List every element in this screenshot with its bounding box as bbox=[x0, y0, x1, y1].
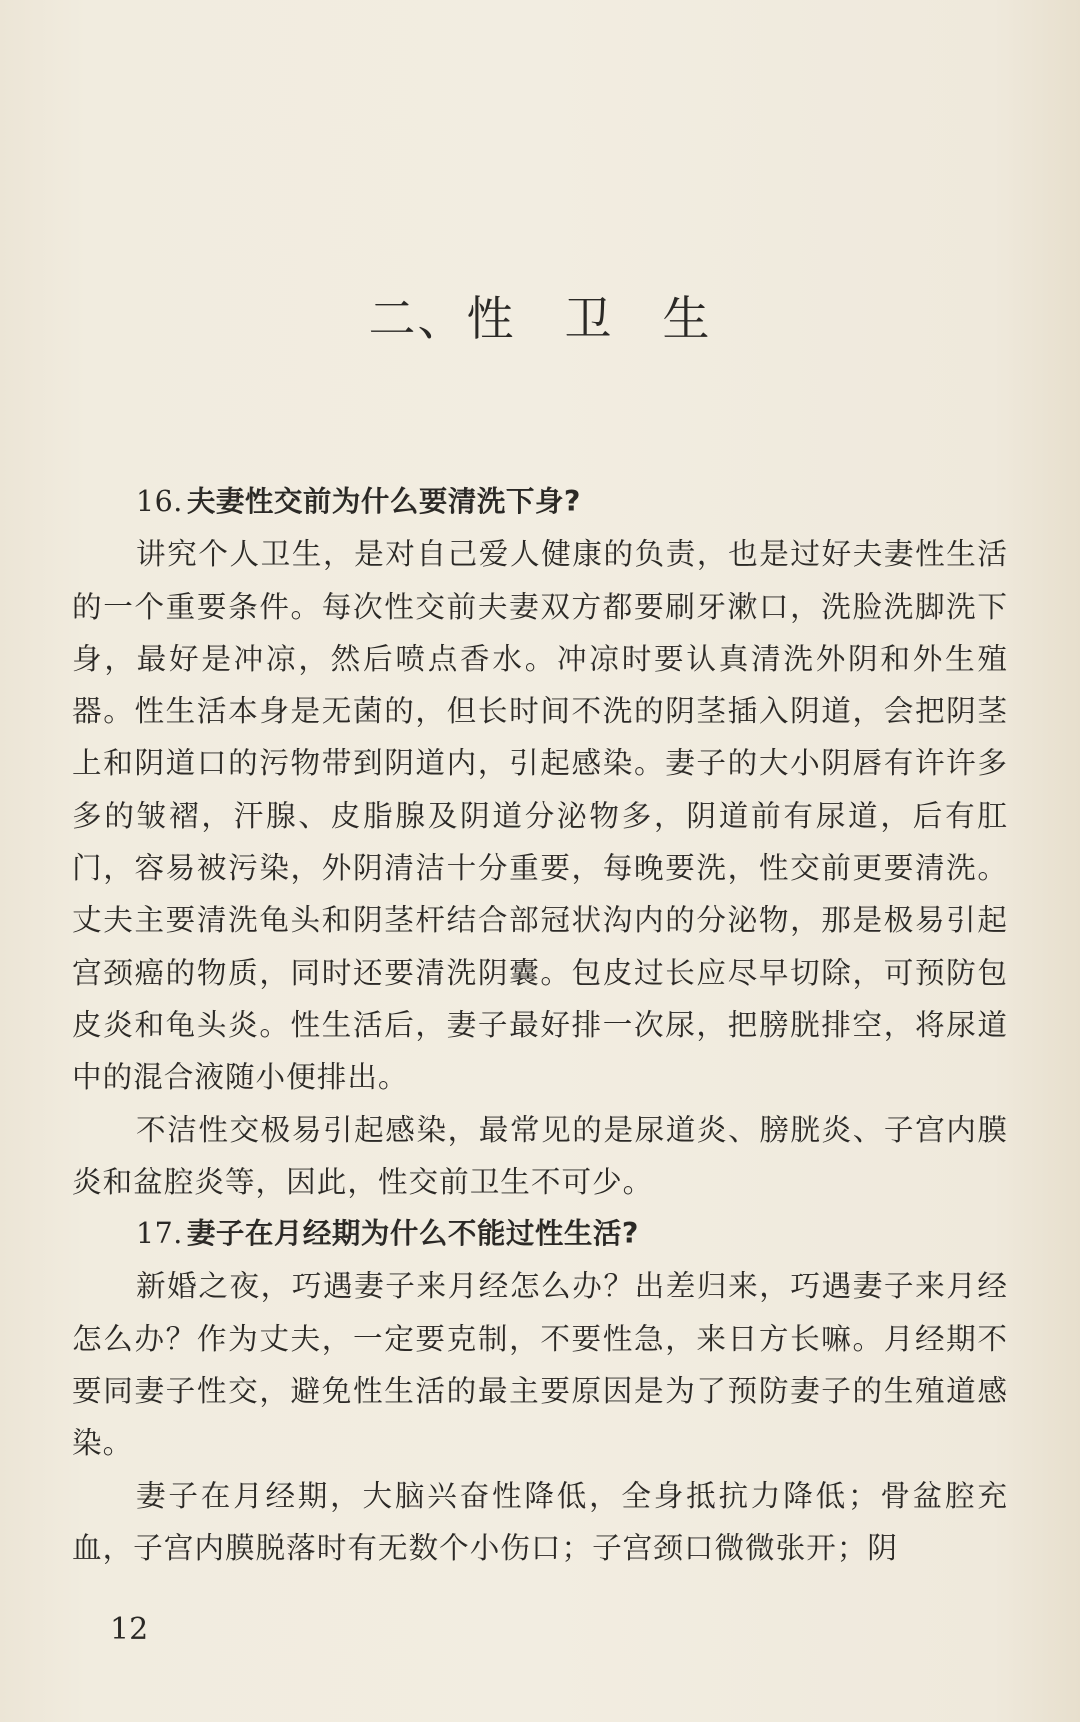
paragraph-16-2: 不洁性交极易引起感染，最常见的是尿道炎、膀胱炎、子宫内膜炎和盆腔炎等，因此，性交前卫生不可少。 bbox=[72, 1112, 1008, 1199]
question-text-16: 夫妻性交前为什么要清洗下身? bbox=[186, 485, 581, 518]
paragraph-17-2: 妻子在月经期，大脑兴奋性降低，全身抵抗力降低；骨盆腔充血，子宫内膜脱落时有无数个小伤口；子宫颈口微微张开；阴 bbox=[72, 1478, 1008, 1565]
question-text-17: 妻子在月经期为什么不能过性生活? bbox=[186, 1217, 639, 1251]
paragraph-16-1: 讲究个人卫生，是对自己爱人健康的负责，也是过好夫妻性生活的一个重要条件。每次性交前夫妻双方都要刷牙漱口，洗脸洗脚洗下身，最好是冲凉，然后喷点香水。冲凉时要认真清洗外阴和外生殖器。性生活本身是无菌的，但长时间不洗的阴茎插入阴道，会把阴茎上和阴道口的污物带到阴道内，引起感染。妻子的大小阴唇有许许多多的皱褶，汗腺、皮脂腺及阴道分泌物多，阴道前有尿道，后有肛门，容易被污染，外阴清洁十分重要，每晚要洗，性交前更要清洗。丈夫主要清洗龟头和阴茎杆结合部冠状沟内的分泌物，那是极易引起宫颈癌的物质，同时还要清洗阴囊。包皮过长应尽早切除，可预防包皮炎和龟头炎。性生活后，妻子最好排一次尿，把膀胱排空，将尿道中的混合液随小便排出。 bbox=[72, 537, 1008, 1095]
page-number: 12 bbox=[110, 1612, 149, 1647]
body-text bbox=[72, 476, 1008, 1574]
question-number-16: 16. bbox=[136, 485, 183, 518]
question-heading-16 bbox=[72, 476, 1008, 528]
question-heading-17 bbox=[72, 1208, 1008, 1260]
paragraph-17-1: 新婚之夜，巧遇妻子来月经怎么办？出差归来，巧遇妻子来月经怎么办？作为丈夫，一定要克制，不要性急，来日方长嘛。月经期不要同妻子性交，避免性生活的最主要原因是为了预防妻子的生殖道感染。 bbox=[72, 1269, 1008, 1461]
question-number-17: 17. bbox=[136, 1217, 183, 1251]
chapter-title: 二、性 卫 生 bbox=[368, 292, 712, 347]
